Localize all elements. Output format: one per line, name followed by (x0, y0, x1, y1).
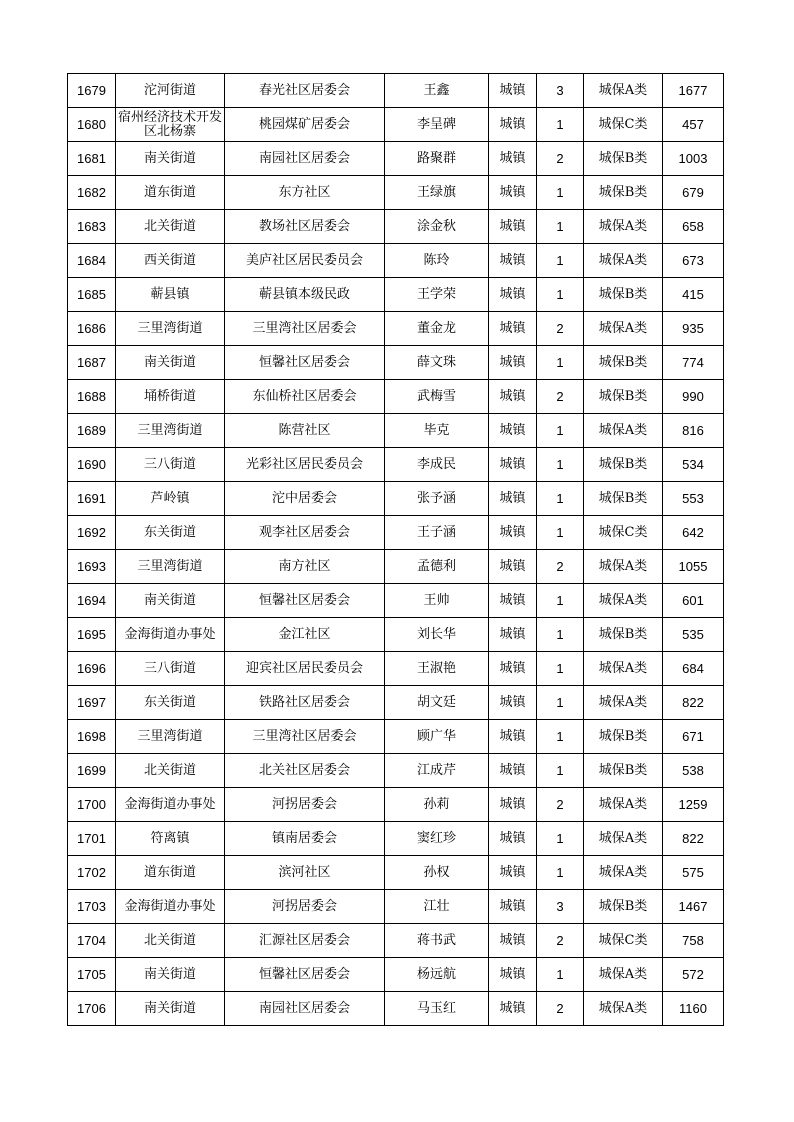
name-cell: 窦红珍 (385, 822, 489, 856)
area-cell: 城镇 (489, 380, 537, 414)
area-cell: 城镇 (489, 482, 537, 516)
row-number: 1685 (68, 278, 116, 312)
name-cell: 蒋书武 (385, 924, 489, 958)
name-cell: 李呈碑 (385, 108, 489, 142)
name-cell: 江壮 (385, 890, 489, 924)
area-cell: 城镇 (489, 176, 537, 210)
name-cell: 胡文廷 (385, 686, 489, 720)
area-cell: 城镇 (489, 720, 537, 754)
name-cell: 刘长华 (385, 618, 489, 652)
street-cell: 三里湾街道 (116, 550, 225, 584)
category-cell: 城保B类 (584, 720, 663, 754)
table-row (68, 584, 724, 618)
amount-cell: 658 (663, 210, 724, 244)
row-number: 1697 (68, 686, 116, 720)
amount-cell: 671 (663, 720, 724, 754)
category-cell: 城保C类 (584, 516, 663, 550)
area-cell: 城镇 (489, 992, 537, 1026)
area-cell: 城镇 (489, 448, 537, 482)
category-cell: 城保A类 (584, 958, 663, 992)
row-number: 1696 (68, 652, 116, 686)
street-cell: 道东街道 (116, 856, 225, 890)
household-count-cell: 1 (537, 482, 584, 516)
area-cell: 城镇 (489, 686, 537, 720)
row-number: 1682 (68, 176, 116, 210)
area-cell: 城镇 (489, 822, 537, 856)
table-row (68, 108, 724, 142)
amount-cell: 538 (663, 754, 724, 788)
amount-cell: 642 (663, 516, 724, 550)
table-row (68, 346, 724, 380)
amount-cell: 1677 (663, 74, 724, 108)
household-count-cell: 1 (537, 856, 584, 890)
area-cell: 城镇 (489, 108, 537, 142)
table-row (68, 414, 724, 448)
category-cell: 城保A类 (584, 584, 663, 618)
amount-cell: 1003 (663, 142, 724, 176)
name-cell: 孟德利 (385, 550, 489, 584)
household-count-cell: 1 (537, 754, 584, 788)
name-cell: 王淑艳 (385, 652, 489, 686)
row-number: 1703 (68, 890, 116, 924)
street-cell: 埇桥街道 (116, 380, 225, 414)
table-row (68, 720, 724, 754)
street-cell: 南关街道 (116, 992, 225, 1026)
category-cell: 城保A类 (584, 992, 663, 1026)
household-count-cell: 2 (537, 992, 584, 1026)
table-row (68, 618, 724, 652)
area-cell: 城镇 (489, 890, 537, 924)
street-cell: 东关街道 (116, 686, 225, 720)
household-count-cell: 1 (537, 414, 584, 448)
amount-cell: 553 (663, 482, 724, 516)
category-cell: 城保B类 (584, 754, 663, 788)
household-count-cell: 1 (537, 822, 584, 856)
community-cell: 河拐居委会 (225, 788, 385, 822)
area-cell: 城镇 (489, 346, 537, 380)
table-row (68, 550, 724, 584)
community-cell: 恒馨社区居委会 (225, 346, 385, 380)
table-row (68, 924, 724, 958)
area-cell: 城镇 (489, 550, 537, 584)
household-count-cell: 1 (537, 210, 584, 244)
amount-cell: 1467 (663, 890, 724, 924)
household-count-cell: 2 (537, 788, 584, 822)
category-cell: 城保A类 (584, 74, 663, 108)
street-cell: 北关街道 (116, 754, 225, 788)
name-cell: 王子涵 (385, 516, 489, 550)
table-row (68, 788, 724, 822)
name-cell: 王鑫 (385, 74, 489, 108)
category-cell: 城保A类 (584, 550, 663, 584)
amount-cell: 575 (663, 856, 724, 890)
household-count-cell: 2 (537, 550, 584, 584)
street-cell: 宿州经济技术开发区北杨寨 (116, 108, 225, 142)
household-count-cell: 1 (537, 720, 584, 754)
community-cell: 迎宾社区居民委员会 (225, 652, 385, 686)
household-count-cell: 2 (537, 312, 584, 346)
street-cell: 北关街道 (116, 210, 225, 244)
amount-cell: 601 (663, 584, 724, 618)
area-cell: 城镇 (489, 788, 537, 822)
community-cell: 南园社区居委会 (225, 142, 385, 176)
street-cell: 南关街道 (116, 142, 225, 176)
area-cell: 城镇 (489, 278, 537, 312)
amount-cell: 822 (663, 822, 724, 856)
amount-cell: 990 (663, 380, 724, 414)
amount-cell: 534 (663, 448, 724, 482)
amount-cell: 1160 (663, 992, 724, 1026)
table-row (68, 992, 724, 1026)
community-cell: 春光社区居委会 (225, 74, 385, 108)
street-cell: 三八街道 (116, 652, 225, 686)
row-number: 1705 (68, 958, 116, 992)
street-cell: 沱河街道 (116, 74, 225, 108)
table-row (68, 380, 724, 414)
household-count-cell: 1 (537, 686, 584, 720)
name-cell: 顾广华 (385, 720, 489, 754)
area-cell: 城镇 (489, 618, 537, 652)
name-cell: 毕克 (385, 414, 489, 448)
name-cell: 董金龙 (385, 312, 489, 346)
household-count-cell: 1 (537, 652, 584, 686)
street-cell: 芦岭镇 (116, 482, 225, 516)
category-cell: 城保B类 (584, 176, 663, 210)
household-count-cell: 1 (537, 244, 584, 278)
row-number: 1698 (68, 720, 116, 754)
community-cell: 滨河社区 (225, 856, 385, 890)
area-cell: 城镇 (489, 312, 537, 346)
community-cell: 桃园煤矿居委会 (225, 108, 385, 142)
table-row (68, 516, 724, 550)
name-cell: 江成芹 (385, 754, 489, 788)
category-cell: 城保A类 (584, 822, 663, 856)
household-count-cell: 1 (537, 108, 584, 142)
table-row (68, 448, 724, 482)
area-cell: 城镇 (489, 754, 537, 788)
area-cell: 城镇 (489, 924, 537, 958)
community-cell: 恒馨社区居委会 (225, 958, 385, 992)
records-table-body (68, 74, 724, 1026)
community-cell: 光彩社区居民委员会 (225, 448, 385, 482)
row-number: 1704 (68, 924, 116, 958)
community-cell: 教场社区居委会 (225, 210, 385, 244)
table-row (68, 312, 724, 346)
household-count-cell: 1 (537, 584, 584, 618)
table-row (68, 856, 724, 890)
community-cell: 蕲县镇本级民政 (225, 278, 385, 312)
table-row (68, 74, 724, 108)
row-number: 1699 (68, 754, 116, 788)
table-row (68, 482, 724, 516)
row-number: 1702 (68, 856, 116, 890)
row-number: 1689 (68, 414, 116, 448)
area-cell: 城镇 (489, 652, 537, 686)
row-number: 1706 (68, 992, 116, 1026)
amount-cell: 673 (663, 244, 724, 278)
area-cell: 城镇 (489, 74, 537, 108)
name-cell: 路聚群 (385, 142, 489, 176)
row-number: 1680 (68, 108, 116, 142)
amount-cell: 572 (663, 958, 724, 992)
community-cell: 三里湾社区居委会 (225, 312, 385, 346)
community-cell: 汇源社区居委会 (225, 924, 385, 958)
amount-cell: 935 (663, 312, 724, 346)
category-cell: 城保A类 (584, 312, 663, 346)
household-count-cell: 1 (537, 618, 584, 652)
household-count-cell: 3 (537, 890, 584, 924)
street-cell: 金海街道办事处 (116, 788, 225, 822)
community-cell: 河拐居委会 (225, 890, 385, 924)
community-cell: 东仙桥社区居委会 (225, 380, 385, 414)
table-row (68, 210, 724, 244)
name-cell: 王帅 (385, 584, 489, 618)
household-count-cell: 3 (537, 74, 584, 108)
category-cell: 城保B类 (584, 448, 663, 482)
row-number: 1701 (68, 822, 116, 856)
street-cell: 道东街道 (116, 176, 225, 210)
household-count-cell: 1 (537, 516, 584, 550)
category-cell: 城保B类 (584, 278, 663, 312)
area-cell: 城镇 (489, 142, 537, 176)
area-cell: 城镇 (489, 210, 537, 244)
household-count-cell: 2 (537, 142, 584, 176)
name-cell: 武梅雪 (385, 380, 489, 414)
community-cell: 北关社区居委会 (225, 754, 385, 788)
name-cell: 李成民 (385, 448, 489, 482)
street-cell: 北关街道 (116, 924, 225, 958)
name-cell: 薛文珠 (385, 346, 489, 380)
table-row (68, 890, 724, 924)
amount-cell: 816 (663, 414, 724, 448)
table-row (68, 142, 724, 176)
row-number: 1694 (68, 584, 116, 618)
table-row (68, 754, 724, 788)
household-count-cell: 1 (537, 278, 584, 312)
amount-cell: 1259 (663, 788, 724, 822)
amount-cell: 415 (663, 278, 724, 312)
row-number: 1700 (68, 788, 116, 822)
category-cell: 城保C类 (584, 108, 663, 142)
household-count-cell: 2 (537, 380, 584, 414)
household-count-cell: 1 (537, 958, 584, 992)
row-number: 1693 (68, 550, 116, 584)
table-row (68, 686, 724, 720)
amount-cell: 1055 (663, 550, 724, 584)
row-number: 1679 (68, 74, 116, 108)
row-number: 1681 (68, 142, 116, 176)
row-number: 1695 (68, 618, 116, 652)
name-cell: 杨远航 (385, 958, 489, 992)
category-cell: 城保B类 (584, 618, 663, 652)
category-cell: 城保A类 (584, 652, 663, 686)
name-cell: 马玉红 (385, 992, 489, 1026)
area-cell: 城镇 (489, 516, 537, 550)
amount-cell: 679 (663, 176, 724, 210)
amount-cell: 457 (663, 108, 724, 142)
community-cell: 恒馨社区居委会 (225, 584, 385, 618)
area-cell: 城镇 (489, 958, 537, 992)
name-cell: 陈玲 (385, 244, 489, 278)
community-cell: 美庐社区居民委员会 (225, 244, 385, 278)
household-count-cell: 1 (537, 176, 584, 210)
amount-cell: 758 (663, 924, 724, 958)
table-row (68, 822, 724, 856)
amount-cell: 535 (663, 618, 724, 652)
amount-cell: 822 (663, 686, 724, 720)
category-cell: 城保A类 (584, 686, 663, 720)
row-number: 1686 (68, 312, 116, 346)
community-cell: 观李社区居委会 (225, 516, 385, 550)
household-count-cell: 1 (537, 346, 584, 380)
category-cell: 城保A类 (584, 788, 663, 822)
row-number: 1684 (68, 244, 116, 278)
row-number: 1691 (68, 482, 116, 516)
category-cell: 城保B类 (584, 380, 663, 414)
row-number: 1690 (68, 448, 116, 482)
category-cell: 城保B类 (584, 346, 663, 380)
street-cell: 三八街道 (116, 448, 225, 482)
street-cell: 南关街道 (116, 346, 225, 380)
area-cell: 城镇 (489, 244, 537, 278)
community-cell: 三里湾社区居委会 (225, 720, 385, 754)
community-cell: 镇南居委会 (225, 822, 385, 856)
community-cell: 南园社区居委会 (225, 992, 385, 1026)
name-cell: 涂金秋 (385, 210, 489, 244)
household-count-cell: 1 (537, 448, 584, 482)
street-cell: 三里湾街道 (116, 414, 225, 448)
table-row (68, 244, 724, 278)
row-number: 1692 (68, 516, 116, 550)
community-cell: 铁路社区居委会 (225, 686, 385, 720)
community-cell: 金江社区 (225, 618, 385, 652)
community-cell: 陈营社区 (225, 414, 385, 448)
street-cell: 南关街道 (116, 958, 225, 992)
table-row (68, 278, 724, 312)
row-number: 1687 (68, 346, 116, 380)
community-cell: 东方社区 (225, 176, 385, 210)
table-row (68, 176, 724, 210)
category-cell: 城保B类 (584, 482, 663, 516)
category-cell: 城保A类 (584, 210, 663, 244)
street-cell: 西关街道 (116, 244, 225, 278)
name-cell: 孙莉 (385, 788, 489, 822)
name-cell: 王绿旗 (385, 176, 489, 210)
category-cell: 城保B类 (584, 890, 663, 924)
area-cell: 城镇 (489, 584, 537, 618)
category-cell: 城保A类 (584, 856, 663, 890)
table-row (68, 652, 724, 686)
name-cell: 王学荣 (385, 278, 489, 312)
household-count-cell: 2 (537, 924, 584, 958)
street-cell: 南关街道 (116, 584, 225, 618)
area-cell: 城镇 (489, 414, 537, 448)
amount-cell: 684 (663, 652, 724, 686)
street-cell: 三里湾街道 (116, 720, 225, 754)
row-number: 1688 (68, 380, 116, 414)
amount-cell: 774 (663, 346, 724, 380)
street-cell: 金海街道办事处 (116, 890, 225, 924)
area-cell: 城镇 (489, 856, 537, 890)
table-row (68, 958, 724, 992)
row-number: 1683 (68, 210, 116, 244)
street-cell: 金海街道办事处 (116, 618, 225, 652)
street-cell: 符离镇 (116, 822, 225, 856)
category-cell: 城保C类 (584, 924, 663, 958)
records-table (67, 73, 724, 1026)
name-cell: 孙权 (385, 856, 489, 890)
street-cell: 蕲县镇 (116, 278, 225, 312)
community-cell: 南方社区 (225, 550, 385, 584)
category-cell: 城保B类 (584, 142, 663, 176)
community-cell: 沱中居委会 (225, 482, 385, 516)
name-cell: 张予涵 (385, 482, 489, 516)
street-cell: 三里湾街道 (116, 312, 225, 346)
category-cell: 城保A类 (584, 414, 663, 448)
street-cell: 东关街道 (116, 516, 225, 550)
category-cell: 城保A类 (584, 244, 663, 278)
